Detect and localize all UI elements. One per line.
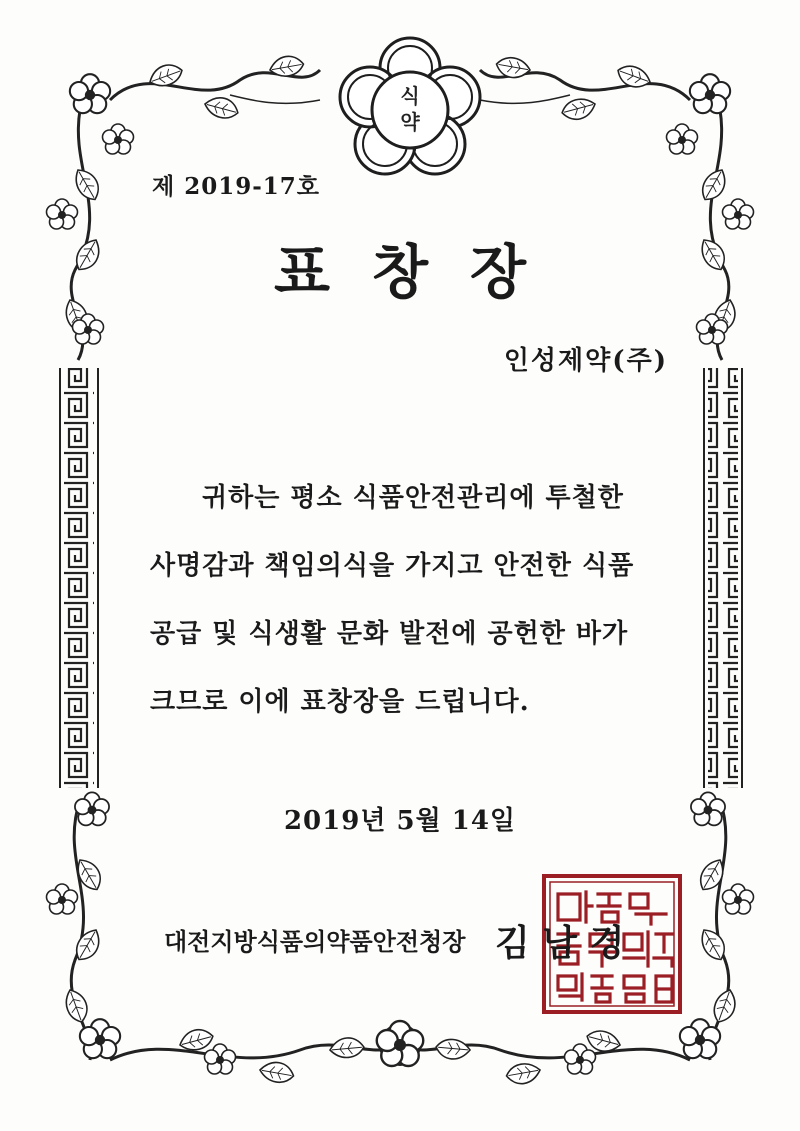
emblem-text-bottom: 약 bbox=[400, 110, 420, 134]
recipient-name: 인성제약(주) bbox=[503, 346, 668, 376]
issuer-title: 대전지방식품의약품안전청장 bbox=[164, 927, 466, 956]
body-line: 귀하는 평소 식품안전관리에 투철한 bbox=[202, 483, 624, 513]
issuer-signature-name: 김 남 경 bbox=[495, 922, 625, 964]
certificate-number: 제 2019-17호 bbox=[152, 173, 321, 200]
body-line: 사명감과 책임의식을 가지고 안전한 식품 bbox=[150, 551, 635, 581]
certificate-title: 표창장 bbox=[273, 238, 569, 306]
emblem-text-top: 식 bbox=[400, 84, 420, 108]
award-date: 2019년 5월 14일 bbox=[283, 806, 517, 836]
certificate-body bbox=[150, 478, 690, 750]
body-line: 크므로 이에 표창장을 드립니다. bbox=[150, 687, 530, 717]
food-drug-safety-emblem-icon bbox=[330, 30, 490, 190]
body-line: 공급 및 식생활 문화 발전에 공헌한 바가 bbox=[150, 619, 629, 649]
